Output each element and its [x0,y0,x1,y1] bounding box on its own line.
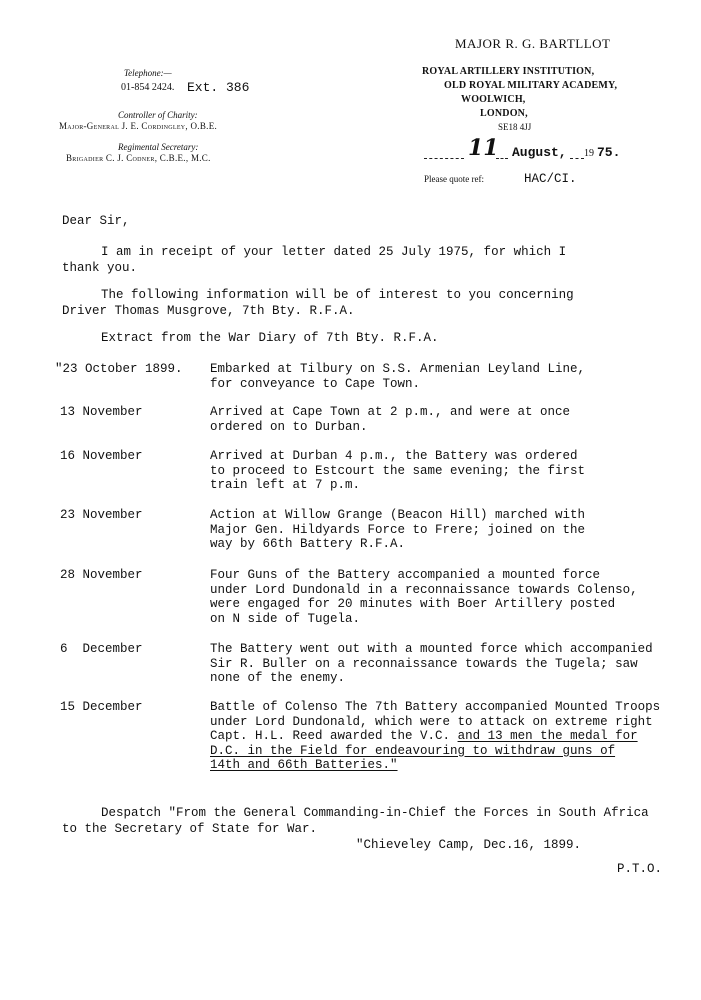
entry-line-start: Capt. H.L. Reed awarded the V.C. [210,729,451,743]
entry-line: were engaged for 20 minutes with Boer Artillery posted [210,597,616,611]
date-month: August, [512,145,567,160]
entry-date: 28 November [60,568,143,582]
entry-line: The Battery went out with a mounted force which accompanied [210,642,653,656]
entry-date: 15 December [60,700,143,714]
entry-date: 13 November [60,405,143,419]
paragraph-1-line-1: I am in receipt of your letter dated 25 July 1975, for which I [101,245,567,259]
entry-line: train left at 7 p.m. [210,478,361,492]
entry-line: for conveyance to Cape Town. [210,376,421,391]
entry-line: to proceed to Estcourt the same evening; the first [210,463,586,478]
salutation: Dear Sir, [62,214,130,228]
despatch-line-2: to the Secretary of State for War. [62,822,318,836]
entry-line: under Lord Dundonald, which were to attack on extreme right [210,714,653,729]
date-year-prefix: 19 [584,148,594,159]
entry-line: Battle of Colenso The 7th Battery accompanied Mounted Troops [210,700,661,714]
entry-line-underlined: and 13 men the medal for [457,729,638,743]
entry-text [210,642,653,686]
institution-name: ROYAL ARTILLERY INSTITUTION, [422,66,595,77]
entry-line: way by 66th Battery R.F.A. [210,537,406,551]
controller-name: Major-General J. E. Cordingley, O.B.E. [59,121,218,131]
paragraph-1-line-2: thank you. [62,261,138,275]
date-line-left [424,158,464,159]
entry-line: Sir R. Buller on a reconnaissance towards the Tugela; saw [210,656,638,671]
entry-line: on N side of Tugela. [210,611,361,626]
address-town: WOOLWICH, [461,94,526,105]
entry-line: ordered on to Durban. [210,419,368,434]
entry-line: none of the enemy. [210,671,346,685]
address-postcode: SE18 4JJ [498,122,532,132]
entry-text [210,508,585,552]
telephone-number: 01-854 2424. [121,82,175,93]
secretary-name: Brigadier C. J. Codner, C.B.E., M.C. [66,153,211,163]
entry-text [210,700,660,773]
date-line-mid [496,158,508,159]
date-day: 11 [468,135,499,161]
entry-line: under Lord Dundonald in a reconnaissance towards Colenso, [210,582,638,597]
telephone-label: Telephone:— [124,68,172,78]
despatch-line-3: "Chieveley Camp, Dec.16, 1899. [356,838,582,852]
paragraph-2-line-1: The following information will be of interest to you concerning [101,288,574,302]
entry-text [210,362,585,391]
entry-line: Embarked at Tilbury on S.S. Armenian Leyland Line, [210,362,586,376]
entry-line: Major Gen. Hildyards Force to Frere; joined on the [210,522,586,537]
quote-ref-value: HAC/CI. [524,172,577,186]
address-city: LONDON, [480,108,528,119]
entry-line: Arrived at Durban 4 p.m., the Battery was ordered [210,449,578,463]
paragraph-2-line-2: Driver Thomas Musgrove, 7th Bty. R.F.A. [62,304,355,318]
entry-text [210,568,638,626]
extract-heading: Extract from the War Diary of 7th Bty. R.F.A. [101,331,439,345]
entry-line-underlined: D.C. in the Field for endeavouring to withdraw guns of [210,743,616,758]
entry-text [210,449,585,493]
academy-name: OLD ROYAL MILITARY ACADEMY, [444,80,618,91]
entry-line: Action at Willow Grange (Beacon Hill) marched with [210,508,586,522]
date-line-right [570,158,584,159]
entry-line [210,729,660,744]
entry-line: Arrived at Cape Town at 2 p.m., and were at once [210,405,571,419]
entry-line: Four Guns of the Battery accompanied a mounted force [210,568,601,582]
major-name: MAJOR R. G. BARTLLOT [455,36,611,51]
entry-date: "23 October 1899. [55,362,183,376]
quote-ref-label: Please quote ref: [424,174,484,184]
date-year-suffix: 75. [597,145,621,160]
secretary-label: Regimental Secretary: [118,142,199,152]
entry-date: 23 November [60,508,143,522]
pto-note: P.T.O. [617,862,663,876]
entry-line-underlined: 14th and 66th Batteries." [210,758,398,772]
telephone-extension: Ext. 386 [187,80,250,95]
controller-label: Controller of Charity: [118,110,198,120]
entry-text [210,405,570,434]
entry-date: 16 November [60,449,143,463]
entry-date: 6 December [60,642,143,656]
despatch-line-1: Despatch "From the General Commanding-in-Chief the Forces in South Africa [101,806,649,820]
